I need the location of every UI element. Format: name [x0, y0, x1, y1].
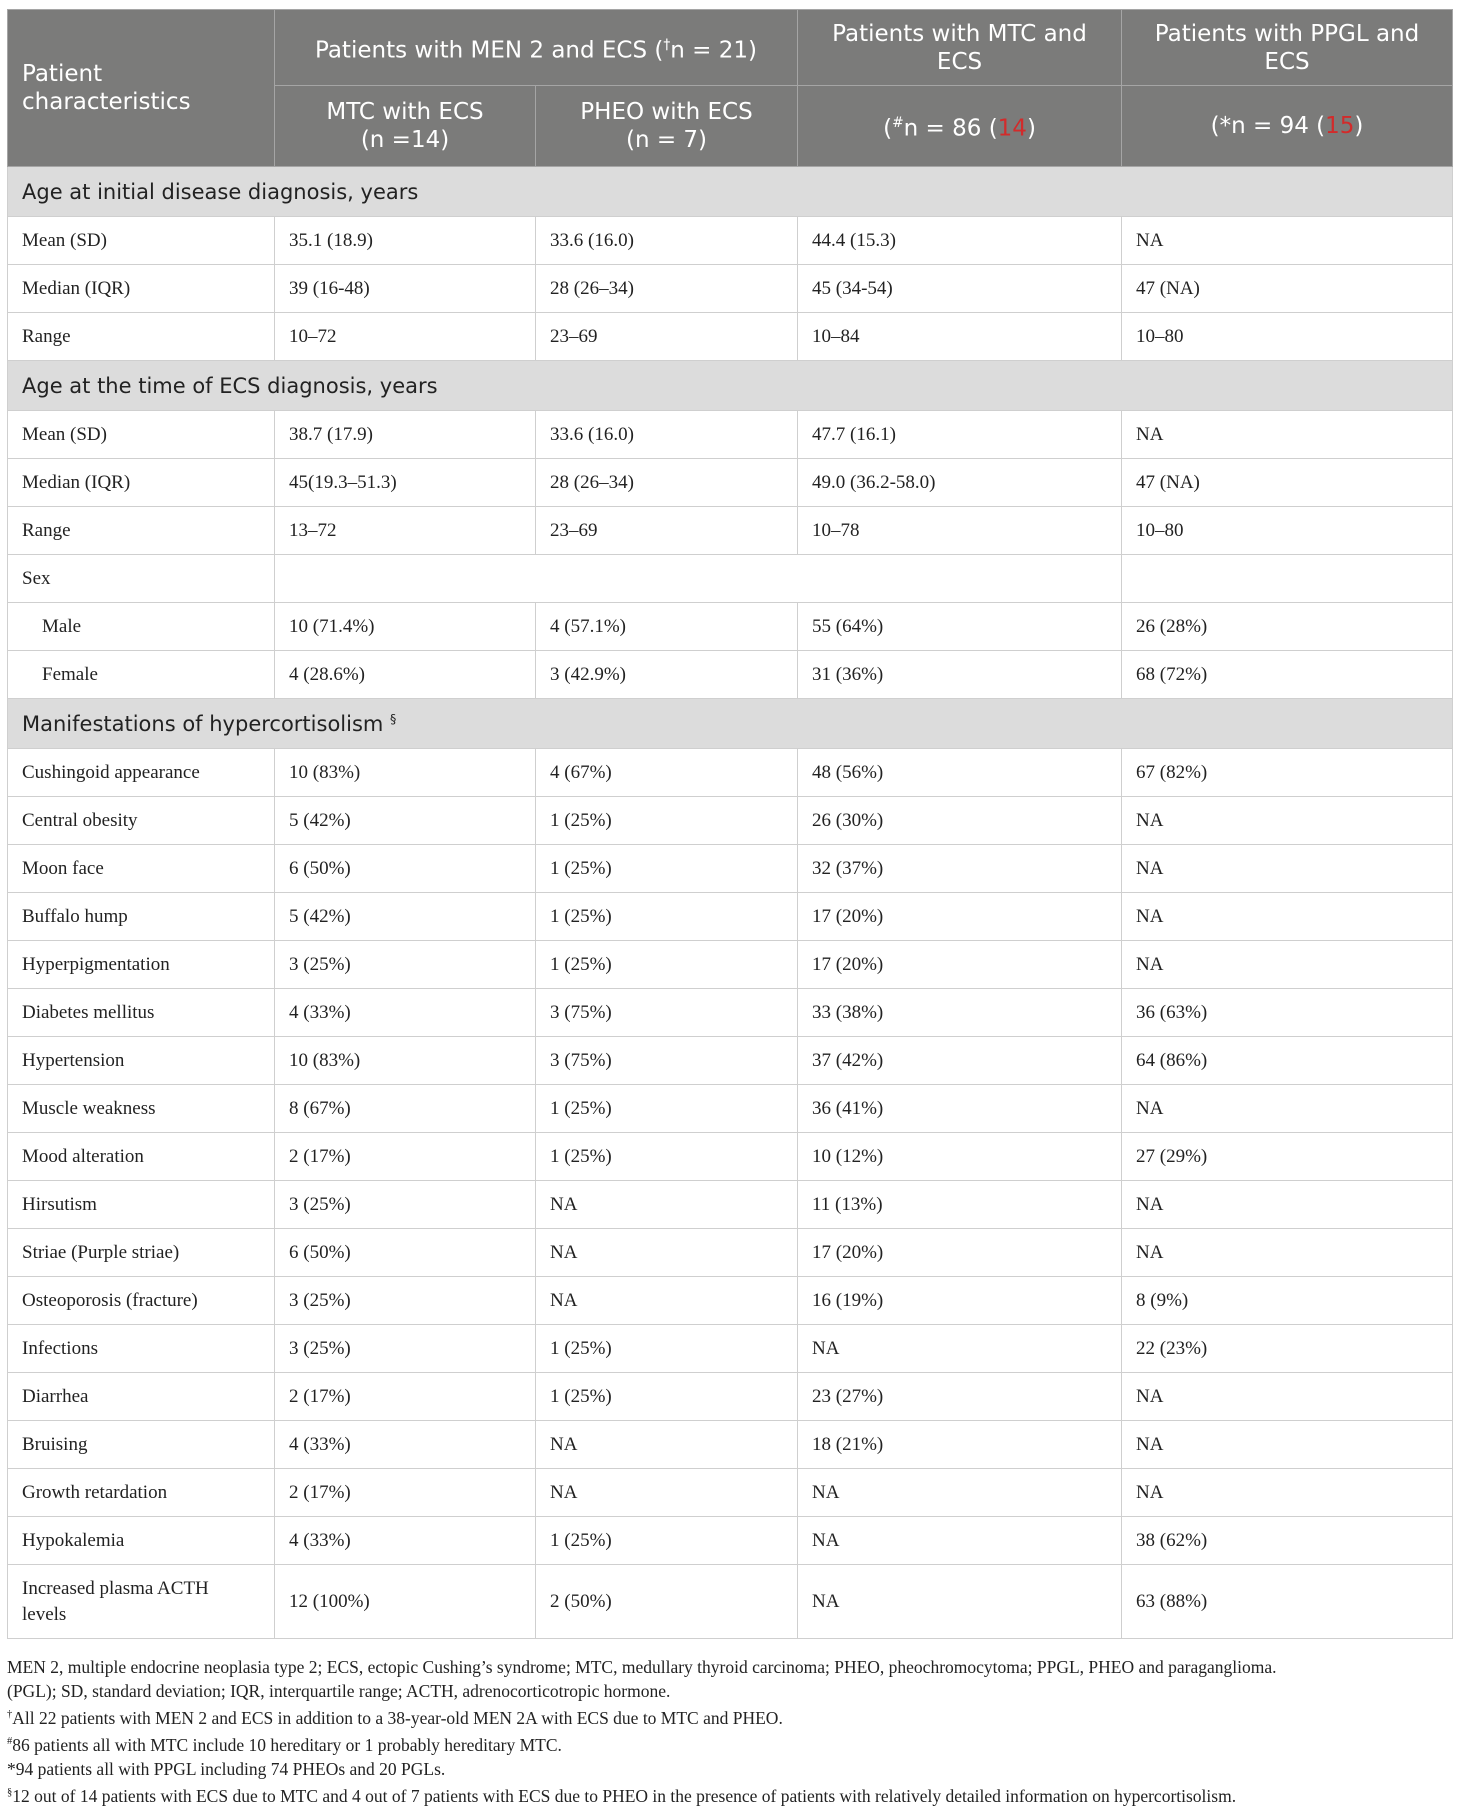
header-men2-group: Patients with MEN 2 and ECS (†n = 21)	[275, 10, 798, 86]
cell-value: 2 (17%)	[275, 1469, 536, 1517]
section-header	[8, 167, 1453, 217]
cell-value: 2 (17%)	[275, 1133, 536, 1181]
cell-value: 8 (9%)	[1122, 1277, 1453, 1325]
cell-value: 26 (30%)	[798, 797, 1122, 845]
cell-value: NA	[536, 1421, 798, 1469]
table-row	[8, 411, 1453, 459]
cell-value: 4 (33%)	[275, 1517, 536, 1565]
cell-value: NA	[1122, 1421, 1453, 1469]
cell-value: 3 (25%)	[275, 1277, 536, 1325]
cell-value: 45(19.3–51.3)	[275, 459, 536, 507]
table-row	[8, 603, 1453, 651]
cell-value: 44.4 (15.3)	[798, 217, 1122, 265]
footnote: (PGL); SD, standard deviation; IQR, interquartile range; ACTH, adrenocorticotropic hormone.	[7, 1681, 671, 1701]
cell-value: 22 (23%)	[1122, 1325, 1453, 1373]
row-label: Hirsutism	[8, 1181, 275, 1229]
row-label: Mean (SD)	[8, 217, 275, 265]
table-row	[8, 1421, 1453, 1469]
cell-value: NA	[798, 1469, 1122, 1517]
section-header	[8, 699, 1453, 749]
cell-value: 49.0 (36.2-58.0)	[798, 459, 1122, 507]
table-row	[8, 797, 1453, 845]
cell-value: NA	[1122, 1229, 1453, 1277]
cell-value: 39 (16-48)	[275, 265, 536, 313]
cell-value: 37 (42%)	[798, 1037, 1122, 1085]
row-label: Osteoporosis (fracture)	[8, 1277, 275, 1325]
cell-value: 33.6 (16.0)	[536, 411, 798, 459]
cell-value: 10 (83%)	[275, 749, 536, 797]
cell-value: NA	[1122, 797, 1453, 845]
header-ppgl-n: (*n = 94 (15)	[1122, 86, 1453, 167]
cell-value: NA	[1122, 217, 1453, 265]
cell-value: 10 (83%)	[275, 1037, 536, 1085]
row-label: Moon face	[8, 845, 275, 893]
cell-value: 33.6 (16.0)	[536, 217, 798, 265]
cell-value: NA	[536, 1181, 798, 1229]
row-label: Muscle weakness	[8, 1085, 275, 1133]
cell-value: 35.1 (18.9)	[275, 217, 536, 265]
cell-value: NA	[1122, 1181, 1453, 1229]
cell-value: 2 (17%)	[275, 1373, 536, 1421]
cell-value: NA	[536, 1229, 798, 1277]
cell-value: 6 (50%)	[275, 1229, 536, 1277]
cell-value: 3 (75%)	[536, 989, 798, 1037]
cell-value: 8 (67%)	[275, 1085, 536, 1133]
cell-value: 36 (41%)	[798, 1085, 1122, 1133]
table-row	[8, 217, 1453, 265]
cell-value: 33 (38%)	[798, 989, 1122, 1037]
footnote: §12 out of 14 patients with ECS due to MTC and 4 out of 7 patients with ECS due to PHEO in the presence of patients with relatively detailed information on hypercortisolism.	[7, 1785, 1237, 1806]
cell-value: 38 (62%)	[1122, 1517, 1453, 1565]
cell-value: 3 (75%)	[536, 1037, 798, 1085]
cell-value: NA	[798, 1565, 1122, 1639]
cell-value: 1 (25%)	[536, 1517, 798, 1565]
cell-value: 4 (33%)	[275, 1421, 536, 1469]
cell-value: NA	[1122, 1085, 1453, 1133]
cell-value: 18 (21%)	[798, 1421, 1122, 1469]
row-label: Male	[8, 603, 275, 651]
cell-value: 1 (25%)	[536, 1085, 798, 1133]
row-label: Female	[8, 651, 275, 699]
row-label: Infections	[8, 1325, 275, 1373]
table-footnotes	[7, 1655, 1277, 1807]
cell-value: 4 (57.1%)	[536, 603, 798, 651]
cell-value: 64 (86%)	[1122, 1037, 1453, 1085]
cell-value: NA	[1122, 941, 1453, 989]
row-label: Bruising	[8, 1421, 275, 1469]
section-title: Age at initial disease diagnosis, years	[8, 167, 1453, 217]
header-mtc-n: (#n = 86 (14)	[798, 86, 1122, 167]
footnote: MEN 2, multiple endocrine neoplasia type 2; ECS, ectopic Cushing’s syndrome; MTC, medullary thyroid carcinoma; PHEO, pheochromocytoma; PPGL, PHEO and paraganglioma.	[7, 1657, 1277, 1677]
header-ppgl-ecs: Patients with PPGL and ECS	[1122, 10, 1453, 86]
cell-value: 23–69	[536, 507, 798, 555]
cell-value: 4 (28.6%)	[275, 651, 536, 699]
table-row	[8, 1469, 1453, 1517]
cell-value: 10 (12%)	[798, 1133, 1122, 1181]
cell-value: NA	[536, 1469, 798, 1517]
cell-value: 28 (26–34)	[536, 265, 798, 313]
cell-value: NA	[1122, 411, 1453, 459]
cell-value: 47.7 (16.1)	[798, 411, 1122, 459]
row-label: Striae (Purple striae)	[8, 1229, 275, 1277]
table-row	[8, 1133, 1453, 1181]
section-title: Age at the time of ECS diagnosis, years	[8, 361, 1453, 411]
header-pheo-with-ecs: PHEO with ECS (n = 7)	[536, 86, 798, 167]
table-row	[8, 1085, 1453, 1133]
cell-value: 1 (25%)	[536, 941, 798, 989]
cell-value: 2 (50%)	[536, 1565, 798, 1639]
table-row	[8, 555, 1453, 603]
cell-value: 5 (42%)	[275, 797, 536, 845]
row-label: Central obesity	[8, 797, 275, 845]
cell-value: 48 (56%)	[798, 749, 1122, 797]
cell-value: 3 (25%)	[275, 1181, 536, 1229]
patient-characteristics-table	[7, 9, 1453, 1639]
cell-value: 28 (26–34)	[536, 459, 798, 507]
cell-value: 1 (25%)	[536, 1133, 798, 1181]
header-mtc-ecs: Patients with MTC and ECS	[798, 10, 1122, 86]
footnote: #86 patients all with MTC include 10 hereditary or 1 probably hereditary MTC.	[7, 1734, 562, 1755]
cell-value: 10–84	[798, 313, 1122, 361]
cell-value: 4 (67%)	[536, 749, 798, 797]
row-label: Mean (SD)	[8, 411, 275, 459]
row-label: Mood alteration	[8, 1133, 275, 1181]
cell-value: 12 (100%)	[275, 1565, 536, 1639]
table-row	[8, 651, 1453, 699]
cell-value: NA	[1122, 1469, 1453, 1517]
row-label: Range	[8, 507, 275, 555]
cell-value: 1 (25%)	[536, 1325, 798, 1373]
cell-value: 67 (82%)	[1122, 749, 1453, 797]
row-label: Median (IQR)	[8, 265, 275, 313]
cell-value: 55 (64%)	[798, 603, 1122, 651]
cell-value: 5 (42%)	[275, 893, 536, 941]
table-row	[8, 1517, 1453, 1565]
cell-value: 1 (25%)	[536, 1373, 798, 1421]
table-row	[8, 1325, 1453, 1373]
cell-value: 10 (71.4%)	[275, 603, 536, 651]
cell-value: 31 (36%)	[798, 651, 1122, 699]
cell-value: 26 (28%)	[1122, 603, 1453, 651]
cell-value: 27 (29%)	[1122, 1133, 1453, 1181]
cell-value: NA	[1122, 845, 1453, 893]
footnote: *94 patients all with PPGL including 74 PHEOs and 20 PGLs.	[7, 1758, 446, 1779]
cell-value: 1 (25%)	[536, 797, 798, 845]
row-label: Hyperpigmentation	[8, 941, 275, 989]
table-row	[8, 1037, 1453, 1085]
row-label: Diarrhea	[8, 1373, 275, 1421]
table-row	[8, 1181, 1453, 1229]
row-label: Increased plasma ACTH levels	[8, 1565, 275, 1639]
cell-value: NA	[1122, 893, 1453, 941]
cell-value: 32 (37%)	[798, 845, 1122, 893]
table-row	[8, 313, 1453, 361]
header-patient-characteristics: Patient characteristics	[8, 10, 275, 167]
table-row	[8, 1229, 1453, 1277]
cell-value: 3 (25%)	[275, 1325, 536, 1373]
cell-value: 10–78	[798, 507, 1122, 555]
cell-value: 10–72	[275, 313, 536, 361]
table-row	[8, 459, 1453, 507]
footnote: †All 22 patients with MEN 2 and ECS in addition to a 38-year-old MEN 2A with ECS due to MTC and PHEO.	[7, 1707, 783, 1728]
table-row	[8, 507, 1453, 555]
table-row	[8, 845, 1453, 893]
section-title: Manifestations of hypercortisolism §	[8, 699, 1453, 749]
cell-value: 10–80	[1122, 313, 1453, 361]
cell-value: 6 (50%)	[275, 845, 536, 893]
cell-value: 23–69	[536, 313, 798, 361]
cell-value: 45 (34-54)	[798, 265, 1122, 313]
table-row	[8, 989, 1453, 1037]
table-row	[8, 1277, 1453, 1325]
table-row	[8, 1565, 1453, 1639]
row-label: Growth retardation	[8, 1469, 275, 1517]
table-row	[8, 265, 1453, 313]
row-label: Median (IQR)	[8, 459, 275, 507]
header-mtc-with-ecs: MTC with ECS (n =14)	[275, 86, 536, 167]
cell-value: 36 (63%)	[1122, 989, 1453, 1037]
cell-value: 3 (42.9%)	[536, 651, 798, 699]
row-label: Hypertension	[8, 1037, 275, 1085]
cell-value: 47 (NA)	[1122, 265, 1453, 313]
cell-value: 1 (25%)	[536, 845, 798, 893]
table-row	[8, 749, 1453, 797]
cell-value: 10–80	[1122, 507, 1453, 555]
section-header	[8, 361, 1453, 411]
cell-value: 1 (25%)	[536, 893, 798, 941]
table-row	[8, 1373, 1453, 1421]
cell-value: 17 (20%)	[798, 1229, 1122, 1277]
cell-value: 17 (20%)	[798, 893, 1122, 941]
cell-value: 13–72	[275, 507, 536, 555]
cell-value: 68 (72%)	[1122, 651, 1453, 699]
cell-value: 38.7 (17.9)	[275, 411, 536, 459]
table-row	[8, 893, 1453, 941]
row-label: Range	[8, 313, 275, 361]
cell-value: 16 (19%)	[798, 1277, 1122, 1325]
cell-value: 4 (33%)	[275, 989, 536, 1037]
cell-value: NA	[798, 1517, 1122, 1565]
cell-value: NA	[1122, 1373, 1453, 1421]
cell-value: 63 (88%)	[1122, 1565, 1453, 1639]
cell-value: 11 (13%)	[798, 1181, 1122, 1229]
row-label: Buffalo hump	[8, 893, 275, 941]
cell-value: NA	[536, 1277, 798, 1325]
cell-value: 23 (27%)	[798, 1373, 1122, 1421]
empty-cell	[275, 555, 1122, 603]
row-label: Sex	[8, 555, 275, 603]
table-row	[8, 941, 1453, 989]
cell-value: 3 (25%)	[275, 941, 536, 989]
row-label: Diabetes mellitus	[8, 989, 275, 1037]
empty-cell	[1122, 555, 1453, 603]
cell-value: NA	[798, 1325, 1122, 1373]
row-label: Hypokalemia	[8, 1517, 275, 1565]
cell-value: 17 (20%)	[798, 941, 1122, 989]
cell-value: 47 (NA)	[1122, 459, 1453, 507]
row-label: Cushingoid appearance	[8, 749, 275, 797]
